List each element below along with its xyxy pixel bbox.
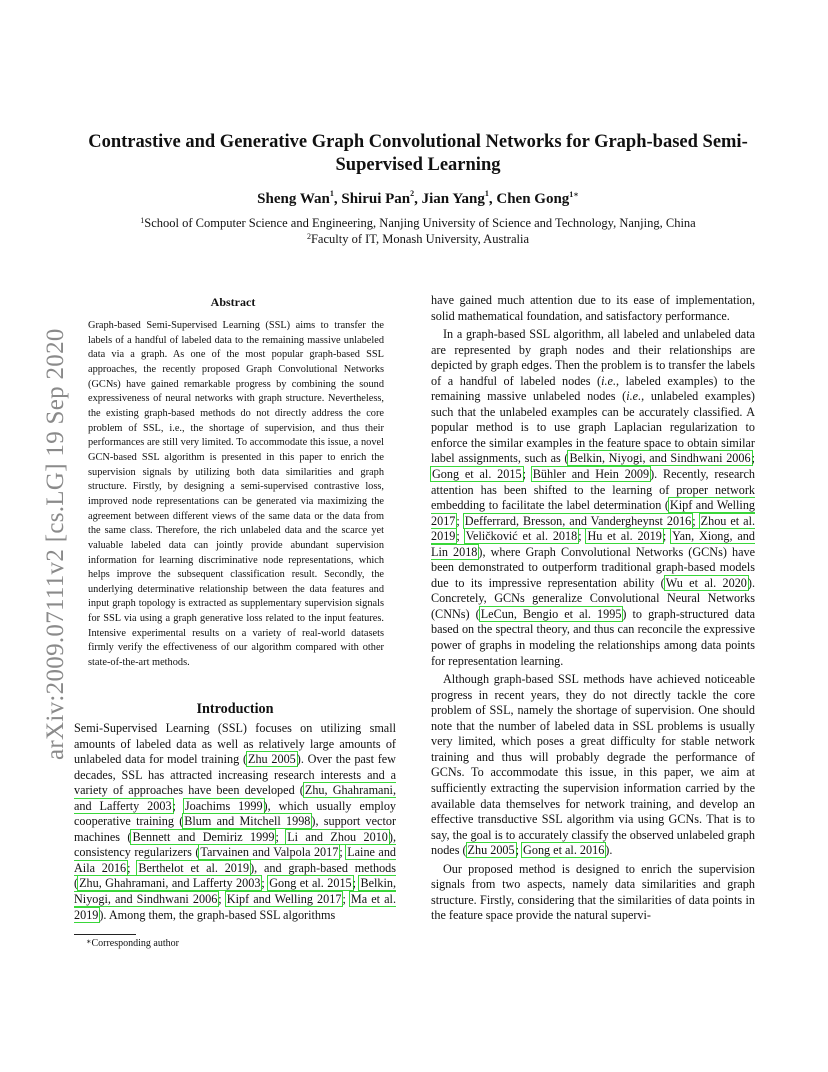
body-text: ; bbox=[339, 845, 347, 860]
citation-link[interactable]: Gong et al. 2015 bbox=[269, 876, 352, 891]
paragraph bbox=[431, 327, 755, 669]
right-column bbox=[431, 293, 755, 924]
body-text: ), consistency regularizers ( bbox=[74, 829, 397, 860]
body-text: ), support vector machines ( bbox=[74, 814, 396, 844]
body-text: , unlabeled examples) such that the unlabeled examples can be accurately classified. A popular method is to use graph Laplacian regularization to enforce the similar examples in the feature space to obtain similar label assignments, such as ( bbox=[431, 389, 755, 466]
affiliation-line bbox=[60, 231, 776, 247]
affiliation-text: Faculty of IT, Monash University, Australia bbox=[310, 232, 530, 246]
citation-link[interactable]: Joachims 1999 bbox=[184, 798, 263, 813]
abstract-body: Graph-based Semi-Supervised Learning (SSL) aims to transfer the labels of a handful of labeled data to the remaining massive unlabeled data via a graph. As one of the most popular graph-based SSL approaches, the recently proposed Graph Convolutional Networks (GCNs) have gained remarkable progress by combining the sound expressiveness of neural networks with graph structure. Nevertheless, the existing graph-based methods do not directly address the core problem of SSL, i.e., the shortage of supervision, and thus their performances are still very limited. To accommodate this issue, a novel GCN-based SSL algorithm is presented in this paper to enrich the supervision signals by utilizing both data similarities and graph structure. Firstly, by designing a semi-supervised contrastive loss, improved node representations can be generated via maximizing the agreement between different views of the same data or the data from the same class. Therefore, the rich unlabeled data and the scarce yet valuable labeled data can jointly provide abundant supervision information for learning discriminative node representations, which helps improve the subsequent classification result. Secondly, the underlying determinative relationship between the data features and input graph topology is extracted as supplementary supervision signals for SSL via using a graph generative loss related to the input features. Intensive experimental results on a variety of real-world datasets firmly verify the effectiveness of our algorithm compared with other state-of-the-art methods. bbox=[88, 320, 384, 669]
citation-link[interactable]: Zhu, Ghahramani, and Lafferty 2003 bbox=[74, 783, 396, 813]
body-text: ; bbox=[218, 892, 226, 907]
body-text: Semi-Supervised Learning (SSL) focuses on utilizing small amounts of labeled data as well as relatively large amounts of unlabeled data for model training ( bbox=[74, 721, 396, 767]
author-name: Jian Yang bbox=[421, 191, 485, 207]
body-text: ; bbox=[751, 451, 755, 466]
body-text: ). Concretely, GCNs generalize Convolutional Neural Networks (CNNs) ( bbox=[431, 575, 755, 621]
introduction-heading: Introduction bbox=[196, 701, 274, 717]
body-text: Although graph-based SSL methods have achieved noticeable progress in recent years, they do not directly tackle the core problem of SSL, namely the shortage of supervision. One should note that the number of labeled data in SSL problems is usually very limited, which poses a great difficulty for stable network training and thus will probably degrade the performance of GCNs. To accommodate this issue, in this paper, we aim at sufficiently extracting the supervision information carried by the available data themselves for network training, and develop an effective transductive SSL algorithm via using GCNs. That is to say, the goal is to accurately classify the observed unlabeled graph nodes ( bbox=[431, 672, 755, 858]
affiliations bbox=[60, 215, 776, 247]
introduction-paragraph bbox=[74, 721, 396, 923]
body-text: ; bbox=[692, 513, 700, 528]
body-text: ; bbox=[662, 529, 672, 544]
citation-link[interactable]: Gong et al. 2015 bbox=[432, 467, 522, 482]
citation-link[interactable]: Zhu 2005 bbox=[248, 752, 296, 767]
body-text: ), and graph-based methods ( bbox=[74, 860, 397, 891]
body-text: , labeled examples) to the remaining massive unlabeled nodes ( bbox=[431, 373, 756, 404]
body-text: ). Among them, the graph-based SSL algorithms bbox=[99, 907, 336, 922]
author-affiliation-mark: 1 bbox=[329, 189, 334, 198]
body-text: ; bbox=[342, 892, 350, 907]
body-text: ; bbox=[352, 876, 360, 891]
body-text: ; bbox=[172, 798, 184, 813]
body-text: ; bbox=[515, 843, 523, 858]
body-text: ). Over the past few decades, SSL has attracted increasing research interests and a variety of approaches have been developed ( bbox=[74, 752, 396, 798]
arxiv-identifier: arXiv:2009.07111v2 [cs.LG] 19 Sep 2020 bbox=[42, 328, 69, 760]
citation-link[interactable]: Zhu, Ghahramani, and Lafferty 2003 bbox=[79, 876, 261, 891]
body-text: ; bbox=[127, 860, 138, 875]
citation-link[interactable]: Bühler and Hein 2009 bbox=[532, 467, 650, 482]
body-text: ) to graph-structured data based on the spectral theory, and thus can reconcile the expressive power of graphs in modeling the relationships among data points for representation learning. bbox=[431, 606, 755, 668]
footnote bbox=[86, 937, 179, 950]
body-text: ; bbox=[456, 529, 465, 544]
footnote-text: Corresponding author bbox=[91, 938, 179, 949]
paragraph bbox=[431, 672, 755, 859]
author-list: Sheng Wan$^1$, Shirui Pan$^2$, Jian Yang$^1$, Chen Gong$^{1∗}$ bbox=[257, 189, 579, 207]
citation-link[interactable]: Yan, Xiong, and Lin 2018 bbox=[431, 529, 755, 559]
citation-link[interactable]: Kipf and Welling 2017 bbox=[226, 892, 342, 907]
abstract-heading: Abstract bbox=[210, 295, 256, 309]
citation-link[interactable]: Bennett and Demiriz 1999 bbox=[132, 829, 275, 844]
citation-link[interactable]: Li and Zhou 2010 bbox=[287, 829, 388, 844]
affiliation-mark: 2 bbox=[306, 232, 311, 241]
author-affiliation-mark: 2 bbox=[410, 189, 415, 198]
author-affiliation-mark: 1 bbox=[484, 189, 489, 198]
body-text: ; bbox=[578, 529, 587, 544]
citation-link[interactable]: Zhou et al. 2019 bbox=[431, 513, 756, 544]
citation-link[interactable]: Blum and Mitchell 1998 bbox=[184, 814, 311, 829]
paragraph: Our proposed method is designed to enrich the supervision signals from two aspects, namely data similarities and graph structure. Firstly, considering that the similarities of data points in the feature space provide the natural supervi- bbox=[431, 861, 755, 923]
citation-link[interactable]: Tarvainen and Valpola 2017 bbox=[200, 845, 339, 860]
citation-link[interactable]: Hu et al. 2019 bbox=[587, 529, 662, 544]
author-name: Chen Gong bbox=[496, 191, 570, 207]
citation-link[interactable]: Kipf and Welling 2017 bbox=[431, 498, 756, 528]
citation-link[interactable]: LeCun, Bengio et al. 1995 bbox=[480, 606, 622, 621]
body-text: ), which usually employ cooperative training ( bbox=[74, 798, 397, 829]
citation-link[interactable]: Zhu 2005 bbox=[467, 843, 515, 858]
author-affiliation-mark: 1∗ bbox=[569, 190, 579, 199]
citation-link[interactable]: Berthelot et al. 2019 bbox=[138, 860, 250, 875]
citation-link[interactable]: Defferrard, Bresson, and Vandergheynst 2016 bbox=[464, 513, 692, 528]
body-text: ), where Graph Convolutional Networks (GCNs) have been demonstrated to outperform traditional graph-based models due to its impressive representation ability ( bbox=[431, 544, 755, 590]
affiliation-text: School of Computer Science and Engineering, Nanjing University of Science and Technology, Nanjing, China bbox=[144, 216, 696, 230]
paper-title: Contrastive and Generative Graph Convolutional Networks for Graph-based Semi-Supervised Learning bbox=[88, 132, 748, 175]
footnote-divider bbox=[74, 934, 136, 935]
citation-link[interactable]: Gong et al. 2016 bbox=[523, 843, 605, 858]
body-text: ; bbox=[456, 513, 464, 528]
body-text: ; bbox=[522, 467, 532, 482]
body-text: ). Recently, research attention has been shifted to the learning of proper network embedding to facilitate the label determination ( bbox=[431, 467, 755, 513]
citation-link[interactable]: Wu et al. 2020 bbox=[665, 575, 747, 590]
author-name: Shirui Pan bbox=[341, 191, 411, 207]
citation-link[interactable]: Belkin, Niyogi, and Sindhwani 2006 bbox=[569, 451, 751, 466]
citation-link[interactable]: Laine and Aila 2016 bbox=[74, 845, 397, 875]
body-text: ). bbox=[605, 843, 613, 858]
body-text-italic: i.e. bbox=[601, 373, 616, 388]
body-text: ; bbox=[275, 829, 287, 844]
paragraph: have gained much attention due to its ease of implementation, solid mathematical foundation, and satisfactory performance. bbox=[431, 293, 755, 323]
citation-link[interactable]: Ma et al. 2019 bbox=[74, 892, 396, 922]
citation-link[interactable]: Belkin, Niyogi, and Sindhwani 2006 bbox=[74, 876, 397, 907]
citation-link[interactable]: Veličković et al. 2018 bbox=[465, 529, 578, 544]
arxiv-stamp bbox=[22, 290, 69, 760]
body-text: ; bbox=[261, 876, 269, 891]
affiliation-line bbox=[60, 215, 776, 231]
body-text-italic: i.e. bbox=[626, 389, 642, 404]
affiliation-mark: 1 bbox=[140, 216, 145, 225]
footnote-mark: ∗ bbox=[86, 937, 92, 946]
author-name: Sheng Wan bbox=[257, 191, 330, 207]
body-text: In a graph-based SSL algorithm, all labeled and unlabeled data are represented by graph nodes and their relationships are depicted by graph edges. Then the problem is to transfer the labels of a handful of labeled nodes ( bbox=[431, 327, 755, 388]
